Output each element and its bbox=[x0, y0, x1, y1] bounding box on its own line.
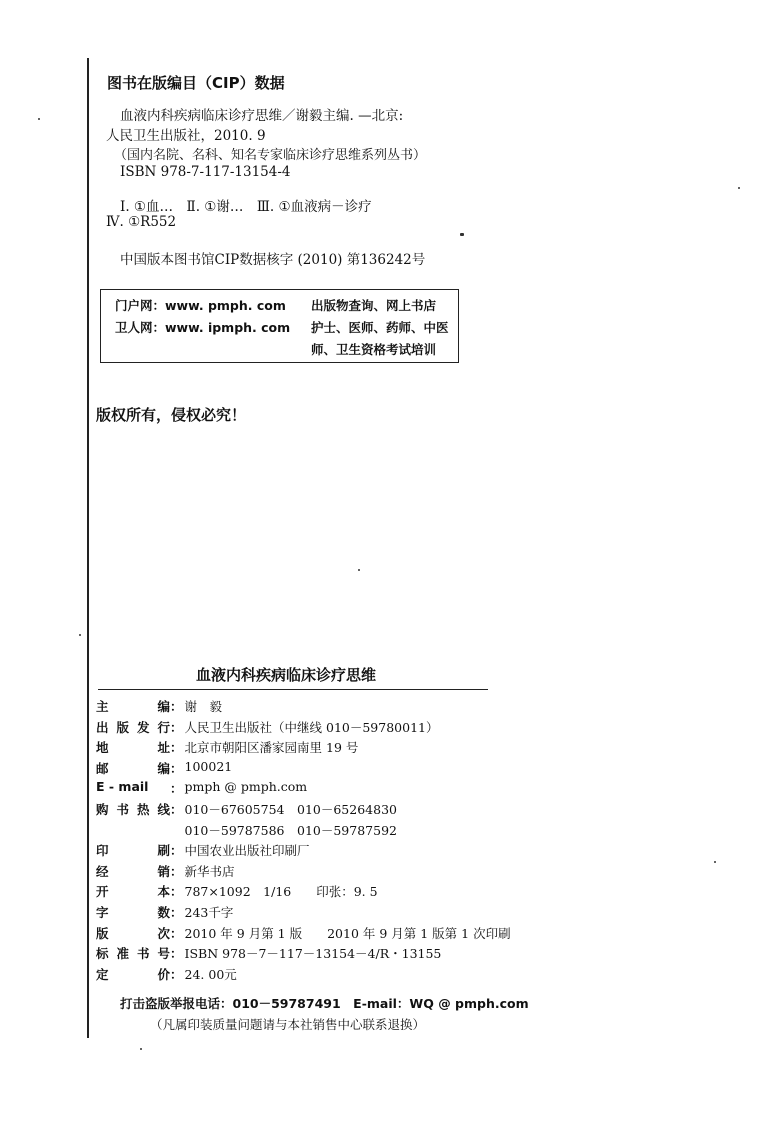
detail-label bbox=[96, 697, 170, 715]
detail-label-char: 销 bbox=[157, 863, 170, 879]
detail-label-char: 地 bbox=[96, 740, 109, 756]
detail-label-char: 数 bbox=[157, 905, 170, 920]
detail-label-char: 刷 bbox=[157, 843, 170, 859]
cip-heading: 图书在版编目（CIP）数据 bbox=[107, 74, 285, 92]
scan-speck bbox=[358, 569, 360, 571]
detail-label-char: 定 bbox=[96, 966, 109, 982]
cip-line: 人民卫生出版社，2010. 9 bbox=[106, 128, 266, 144]
detail-label-char: 书 bbox=[136, 946, 150, 962]
detail-label bbox=[96, 779, 170, 797]
detail-label-char: 邮 bbox=[96, 760, 109, 776]
detail-label-char: 出 bbox=[96, 719, 109, 735]
detail-row bbox=[96, 924, 511, 942]
detail-label bbox=[96, 903, 170, 921]
detail-label-char: 本 bbox=[157, 884, 170, 900]
detail-colon: ： bbox=[170, 925, 183, 941]
detail-label bbox=[96, 759, 170, 777]
detail-value: 010－59787586 010－59787592 bbox=[184, 822, 397, 838]
detail-label-char: 址 bbox=[157, 740, 170, 756]
detail-label bbox=[96, 738, 170, 756]
detail-label-char: 主 bbox=[96, 699, 109, 714]
detail-label-char: 版 bbox=[96, 925, 109, 941]
cip-classification: Ⅳ. ①R552 bbox=[106, 214, 177, 230]
detail-label-char: 线 bbox=[157, 802, 170, 817]
detail-colon: ： bbox=[170, 781, 183, 797]
detail-label-char: 经 bbox=[96, 863, 109, 879]
website-desc: 师、卫生资格考试培训 bbox=[311, 342, 437, 357]
detail-label bbox=[96, 821, 170, 839]
detail-value: 北京市朝阳区潘家园南里 19 号 bbox=[184, 740, 359, 756]
website-desc: 出版物查询、网上书店 bbox=[311, 298, 437, 313]
scan-speck bbox=[460, 233, 464, 236]
detail-label-char: 次 bbox=[157, 925, 170, 941]
margin-line bbox=[87, 58, 89, 1038]
cip-isbn: ISBN 978-7-117-13154-4 bbox=[120, 164, 291, 180]
detail-row bbox=[96, 944, 441, 962]
detail-value: 2010 年 9 月第 1 版 2010 年 9 月第 1 版第 1 次印刷 bbox=[184, 925, 511, 941]
detail-colon: ： bbox=[170, 966, 183, 982]
detail-value: 人民卫生出版社（中继线 010－59780011） bbox=[184, 719, 439, 735]
detail-value: 中国农业出版社印刷厂 bbox=[184, 843, 310, 859]
detail-label bbox=[96, 882, 170, 900]
cip-classification: Ⅰ. ①血… Ⅱ. ①谢… Ⅲ. ①血液病－诊疗 bbox=[120, 199, 372, 215]
website-desc: 护士、医师、药师、中医 bbox=[311, 320, 449, 335]
scan-speck bbox=[714, 861, 716, 863]
scan-speck bbox=[38, 118, 40, 120]
detail-value: 新华书店 bbox=[184, 863, 235, 879]
detail-label-char: 编 bbox=[157, 760, 170, 776]
detail-colon: ： bbox=[170, 884, 183, 900]
detail-label-char: 印 bbox=[96, 843, 109, 859]
detail-label-char: 发 bbox=[136, 719, 150, 735]
detail-label bbox=[96, 965, 170, 983]
detail-label-char: 编 bbox=[157, 699, 170, 714]
detail-label-char: 购 bbox=[96, 802, 109, 817]
websites-box bbox=[100, 289, 459, 363]
detail-row bbox=[96, 882, 378, 900]
detail-label-char: 号 bbox=[157, 946, 170, 962]
detail-row bbox=[96, 738, 358, 756]
detail-row bbox=[96, 821, 397, 839]
detail-value: ISBN 978－7－117－13154－4/R・13155 bbox=[184, 946, 442, 962]
detail-row bbox=[96, 903, 233, 921]
copyright-notice: 版权所有，侵权必究！ bbox=[96, 406, 247, 424]
detail-label bbox=[96, 800, 170, 818]
detail-label-char: 开 bbox=[96, 884, 109, 900]
detail-value: 787×1092 1/16 印张：9. 5 bbox=[184, 884, 378, 900]
detail-label bbox=[96, 718, 170, 736]
scan-speck bbox=[79, 634, 81, 636]
website-link[interactable]: 卫人网：www. ipmph. com bbox=[115, 320, 291, 335]
detail-label-char: 行 bbox=[157, 719, 170, 735]
cip-line: 血液内科疾病临床诊疗思维／谢毅主编. —北京: bbox=[120, 108, 404, 124]
detail-row bbox=[96, 759, 232, 777]
detail-colon: ： bbox=[170, 946, 183, 962]
detail-row bbox=[96, 965, 237, 983]
detail-colon bbox=[170, 821, 183, 839]
detail-value: pmph @ pmph.com bbox=[184, 779, 308, 795]
website-link[interactable]: 门户网：www. pmph. com bbox=[115, 298, 286, 313]
cip-line: （国内名院、名科、知名专家临床诊疗思维系列丛书） bbox=[114, 148, 427, 163]
detail-colon: ： bbox=[170, 719, 183, 735]
book-title: 血液内科疾病临床诊疗思维 bbox=[196, 666, 377, 684]
detail-label-char: 版 bbox=[116, 719, 129, 735]
detail-label bbox=[96, 924, 170, 942]
detail-colon: ： bbox=[170, 863, 183, 879]
detail-label-char: 价 bbox=[157, 966, 170, 982]
detail-label-char: 字 bbox=[96, 905, 109, 920]
scan-speck bbox=[738, 187, 740, 189]
detail-label-char: 书 bbox=[116, 802, 129, 817]
detail-row bbox=[96, 862, 235, 880]
piracy-hotline: 打击盗版举报电话：010－59787491 E-mail：WQ @ pmph.com bbox=[120, 996, 529, 1011]
detail-value: 100021 bbox=[184, 758, 233, 774]
cip-record: 中国版本图书馆CIP数据核字 (2010) 第136242号 bbox=[120, 252, 426, 268]
detail-colon: ： bbox=[170, 760, 183, 776]
detail-colon: ： bbox=[170, 843, 183, 859]
detail-value: 谢 毅 bbox=[184, 699, 223, 714]
detail-colon: ： bbox=[170, 740, 183, 756]
detail-value: 010－67605754 010－65264830 bbox=[184, 802, 397, 817]
detail-label bbox=[96, 841, 170, 859]
detail-row bbox=[96, 800, 397, 818]
title-rule bbox=[98, 689, 488, 690]
detail-label-char: 准 bbox=[116, 946, 129, 962]
detail-value: 24. 00元 bbox=[184, 966, 237, 982]
detail-label bbox=[96, 944, 170, 962]
detail-colon: ： bbox=[170, 699, 183, 714]
detail-row bbox=[96, 841, 310, 859]
detail-colon: ： bbox=[170, 905, 183, 920]
detail-label-char: 热 bbox=[136, 802, 150, 817]
detail-colon: ： bbox=[170, 802, 183, 817]
detail-label-char: E - mail bbox=[96, 779, 149, 795]
detail-row bbox=[96, 718, 438, 736]
detail-row bbox=[96, 697, 222, 715]
detail-value: 243千字 bbox=[184, 905, 234, 920]
detail-label-char: 标 bbox=[96, 946, 109, 962]
scan-speck bbox=[140, 1048, 142, 1050]
detail-label bbox=[96, 862, 170, 880]
quality-note: （凡属印装质量问题请与本社销售中心联系退换） bbox=[150, 1017, 426, 1032]
detail-row bbox=[96, 779, 307, 797]
